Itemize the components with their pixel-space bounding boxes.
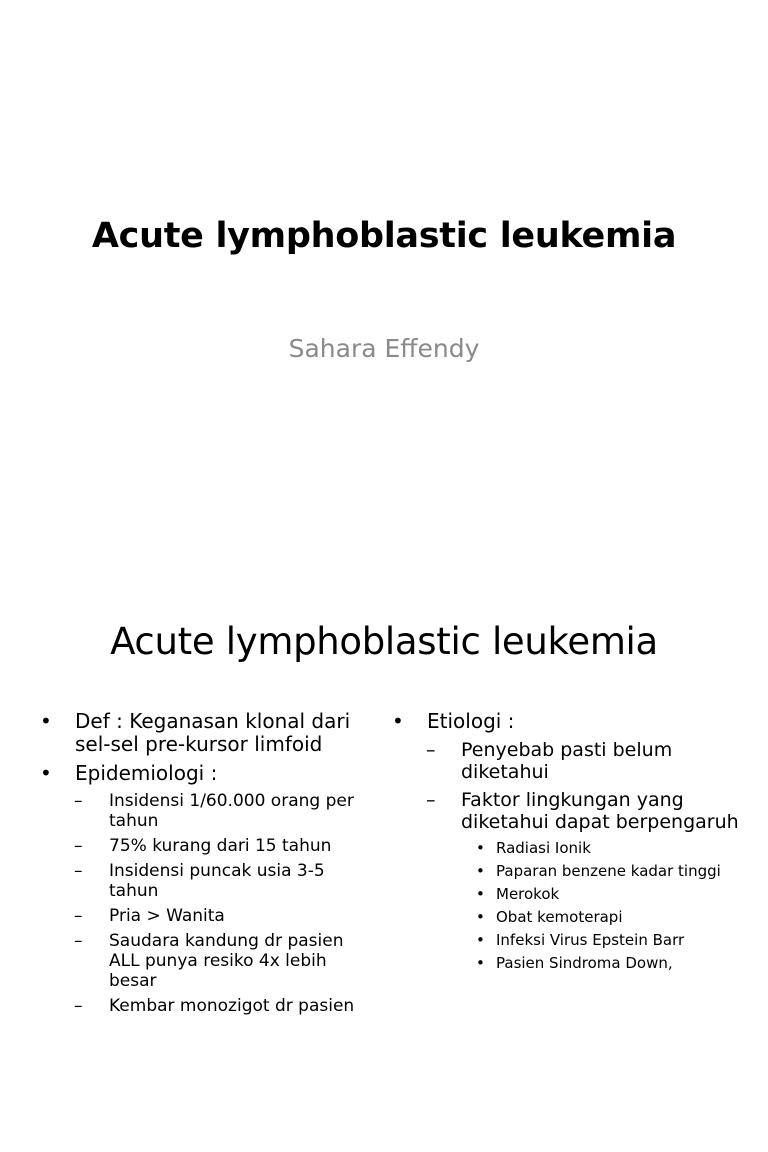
- list-item: [474, 839, 752, 858]
- list-item: [474, 862, 752, 881]
- bullet-icon: •: [40, 761, 52, 785]
- epidemiology-item: Insidensi puncak usia 3-5 tahun: [109, 861, 325, 901]
- bullet-icon: •: [476, 908, 485, 926]
- dash-icon: –: [74, 861, 83, 881]
- list-item: [474, 908, 752, 927]
- list-item: [74, 931, 370, 991]
- slide-subtitle: Sahara Effendy: [288, 334, 480, 363]
- etiology-item: Penyebab pasti belum diketahui: [461, 739, 673, 783]
- content-slide: [0, 576, 768, 1152]
- list-item: [40, 710, 370, 756]
- dash-icon: –: [74, 791, 83, 811]
- dash-icon: –: [74, 931, 83, 951]
- list-item: [40, 762, 370, 785]
- list-item: [392, 710, 752, 733]
- epidemiology-item: Saudara kandung dr pasien ALL punya resiko 4x lebih besar: [109, 931, 344, 991]
- epidemiology-item: 75% kurang dari 15 tahun: [109, 836, 332, 856]
- list-item: [426, 789, 752, 833]
- dash-icon: –: [426, 789, 436, 811]
- list-item: [474, 954, 752, 973]
- bullet-icon: •: [40, 709, 52, 733]
- epidemiology-item: Pria > Wanita: [109, 906, 225, 926]
- risk-factor: Merokok: [496, 885, 560, 903]
- risk-factor: Radiasi Ionik: [496, 839, 591, 857]
- risk-factor: Pasien Sindroma Down,: [496, 954, 673, 972]
- bullet-icon: •: [476, 931, 485, 949]
- etiology-item: Faktor lingkungan yang diketahui dapat berpengaruh: [461, 789, 739, 833]
- list-item: [74, 836, 370, 856]
- bullet-icon: •: [392, 709, 404, 733]
- bullet-icon: •: [476, 862, 485, 880]
- bullet-icon: •: [476, 885, 485, 903]
- list-item: [474, 931, 752, 950]
- bullet-icon: •: [476, 839, 485, 857]
- dash-icon: –: [426, 739, 436, 761]
- bullet-icon: •: [476, 954, 485, 972]
- epidemiology-item: Kembar monozigot dr pasien: [109, 996, 355, 1016]
- dash-icon: –: [74, 836, 83, 856]
- epidemiology-item: Insidensi 1/60.000 orang per tahun: [109, 791, 354, 831]
- right-column: [392, 710, 752, 977]
- dash-icon: –: [74, 996, 83, 1016]
- risk-factor: Obat kemoterapi: [496, 908, 623, 926]
- risk-factor: Paparan benzene kadar tinggi: [496, 862, 721, 880]
- dash-icon: –: [74, 906, 83, 926]
- list-item: [74, 791, 370, 831]
- list-item: [474, 885, 752, 904]
- list-item: [74, 906, 370, 926]
- list-item: [74, 861, 370, 901]
- epidemiology-heading: Epidemiologi :: [75, 761, 218, 785]
- risk-factor: Infeksi Virus Epstein Barr: [496, 931, 685, 949]
- slide-title: Acute lymphoblastic leukemia: [110, 620, 658, 663]
- left-column: [40, 710, 370, 1021]
- definition-text: Def : Keganasan klonal dari sel-sel pre-kursor limfoid: [75, 709, 351, 756]
- slide-title: Acute lymphoblastic leukemia: [91, 216, 677, 256]
- list-item: [426, 739, 752, 783]
- list-item: [74, 996, 370, 1016]
- etiology-heading: Etiologi :: [427, 709, 515, 733]
